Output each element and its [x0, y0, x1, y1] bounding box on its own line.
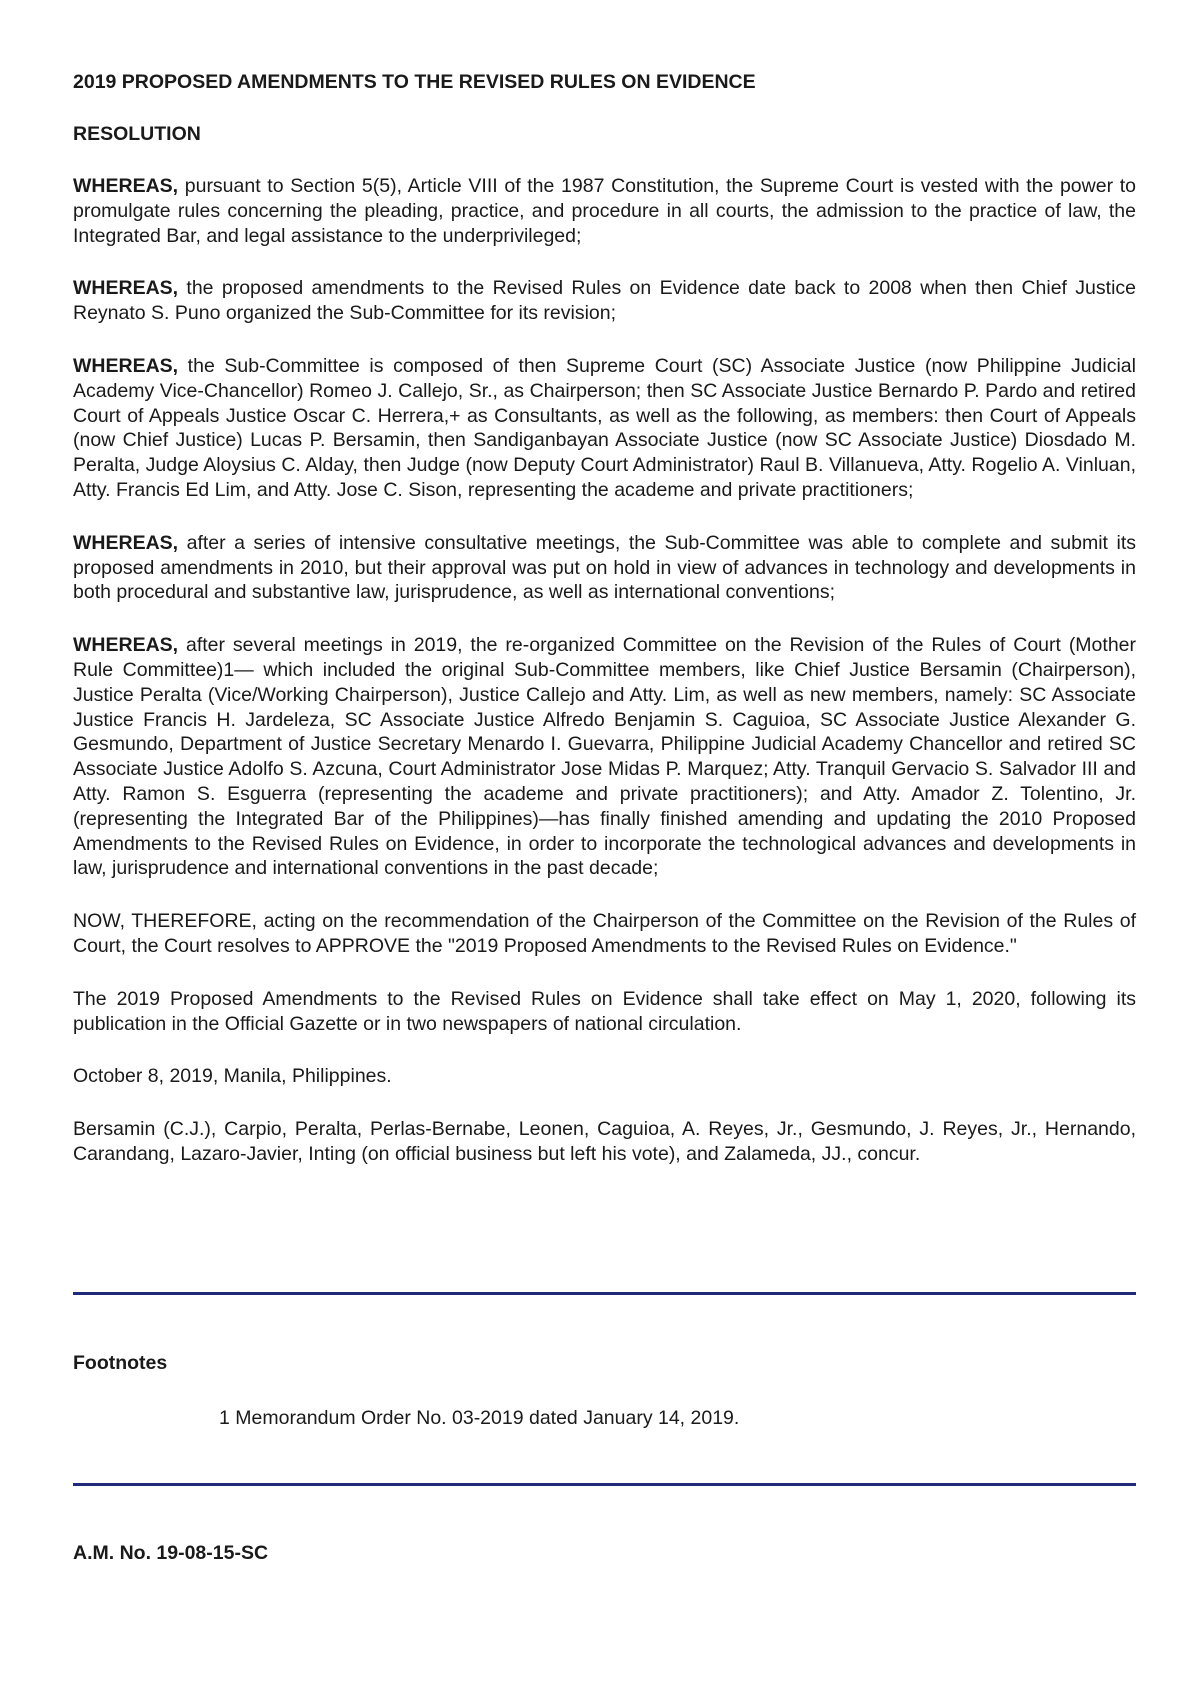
resolution-heading: RESOLUTION [73, 123, 201, 145]
whereas-label: WHEREAS, [73, 175, 179, 197]
whereas-label: WHEREAS, [73, 634, 179, 657]
docket-divider [73, 1483, 1136, 1486]
now-therefore-paragraph: NOW, THEREFORE, acting on the recommendation of the Chairperson of the Committee on the Revision of the Rules of Court, the Court resolves to APPROVE the "2019 Proposed Amendments to the Revised Rules on Evidence." [73, 910, 1136, 957]
whereas-label: WHEREAS, [73, 277, 179, 300]
effectivity-paragraph: The 2019 Proposed Amendments to the Revised Rules on Evidence shall take effect on May 1, 2020, following its publication in the Official Gazette or in two newspapers of national circulation. [73, 987, 1136, 1035]
whereas-text: after a series of intensive consultative meetings, the Sub-Committee was able to complete and submit its proposed amendments in 2010, but their approval was put on hold in view of advances in technology and developments in both procedural and substantive law, jurisprudence, as well as international conventions; [73, 531, 1136, 604]
whereas-paragraph-4 [73, 531, 1136, 605]
whereas-paragraph-2 [73, 276, 1136, 326]
whereas-paragraph-5 [73, 633, 1136, 881]
footnotes-divider [73, 1292, 1136, 1295]
whereas-text: the proposed amendments to the Revised Rules on Evidence date back to 2008 when then Chief Justice Reynato S. Puno organized the Sub-Committee for its revision; [73, 277, 1136, 325]
concurrence-paragraph: Bersamin (C.J.), Carpio, Peralta, Perlas-Bernabe, Leonen, Caguioa, A. Reyes, Jr., Gesmundo, J. Reyes, Jr., Hernando, Carandang, Lazaro-Javier, Inting (on official business but left his vote), and Zalameda, JJ., concur. [73, 1118, 1136, 1165]
whereas-text: the Sub-Committee is composed of then Supreme Court (SC) Associate Justice (now Philippine Judicial Academy Vice-Chancellor) Romeo J. Callejo, Sr., as Chairperson; then SC Associate Justice Bernardo P. Pardo and retired Court of Appeals Justice Oscar C. Herrera,+ as Consultants, as well as the following, as members: then Court of Appeals (now Chief Justice) Lucas P. Bersamin, then Sandiganbayan Associate Justice (now SC Associate Justice) Diosdado M. Peralta, Judge Aloysius C. Alday, then Judge (now Deputy Court Administrator) Raul B. Villanueva, Atty. Rogelio A. Vinluan, Atty. Francis Ed Lim, and Atty. Jose C. Sison, representing the academe and private practitioners; [73, 354, 1136, 501]
whereas-label: WHEREAS, [73, 531, 179, 554]
document-body [73, 70, 1136, 1167]
whereas-label: WHEREAS, [73, 354, 179, 377]
document-title: 2019 PROPOSED AMENDMENTS TO THE REVISED RULES ON EVIDENCE [73, 71, 756, 93]
whereas-paragraph-1 [73, 174, 1136, 248]
date-place-line: October 8, 2019, Manila, Philippines. [73, 1065, 392, 1088]
whereas-text: pursuant to Section 5(5), Article VIII of the 1987 Constitution, the Supreme Court is vested with the power to promulgate rules concerning the pleading, practice, and procedure in all courts, the admission to the practice of law, the Integrated Bar, and legal assistance to the underprivileged; [73, 175, 1136, 247]
whereas-text: after several meetings in 2019, the re-organized Committee on the Revision of the Rules of Court (Mother Rule Committee)1— which included the original Sub-Committee members, like Chief Justice Bersamin (Chairperson), Justice Peralta (Vice/Working Chairperson), Justice Callejo and Atty. Lim, as well as new members, namely: SC Associate Justice Francis H. Jardeleza, SC Associate Justice Alfredo Benjamin S. Caguioa, SC Associate Justice Alexander G. Gesmundo, Department of Justice Secretary Menardo I. Guevarra, Philippine Judicial Academy Chancellor and retired SC Associate Justice Adolfo S. Azcuna, Court Administrator Jose Midas P. Marquez; Atty. Tranquil Gervacio S. Salvador III and Atty. Ramon S. Esguerra (representing the academe and private practitioners); and Atty. Amador Z. Tolentino, Jr. (representing the Integrated Bar of the Philippines)—has finally finished amending and updating the 2010 Proposed Amendments to the Revised Rules on Evidence, in order to incorporate the technological advances and developments in law, jurisprudence and international conventions in the past decade; [73, 634, 1136, 880]
footnotes-label: Footnotes [73, 1352, 168, 1374]
whereas-paragraph-3 [73, 354, 1136, 503]
docket-number: A.M. No. 19-08-15-SC [73, 1542, 269, 1564]
footnote-item: 1 Memorandum Order No. 03-2019 dated January 14, 2019. [219, 1407, 740, 1429]
